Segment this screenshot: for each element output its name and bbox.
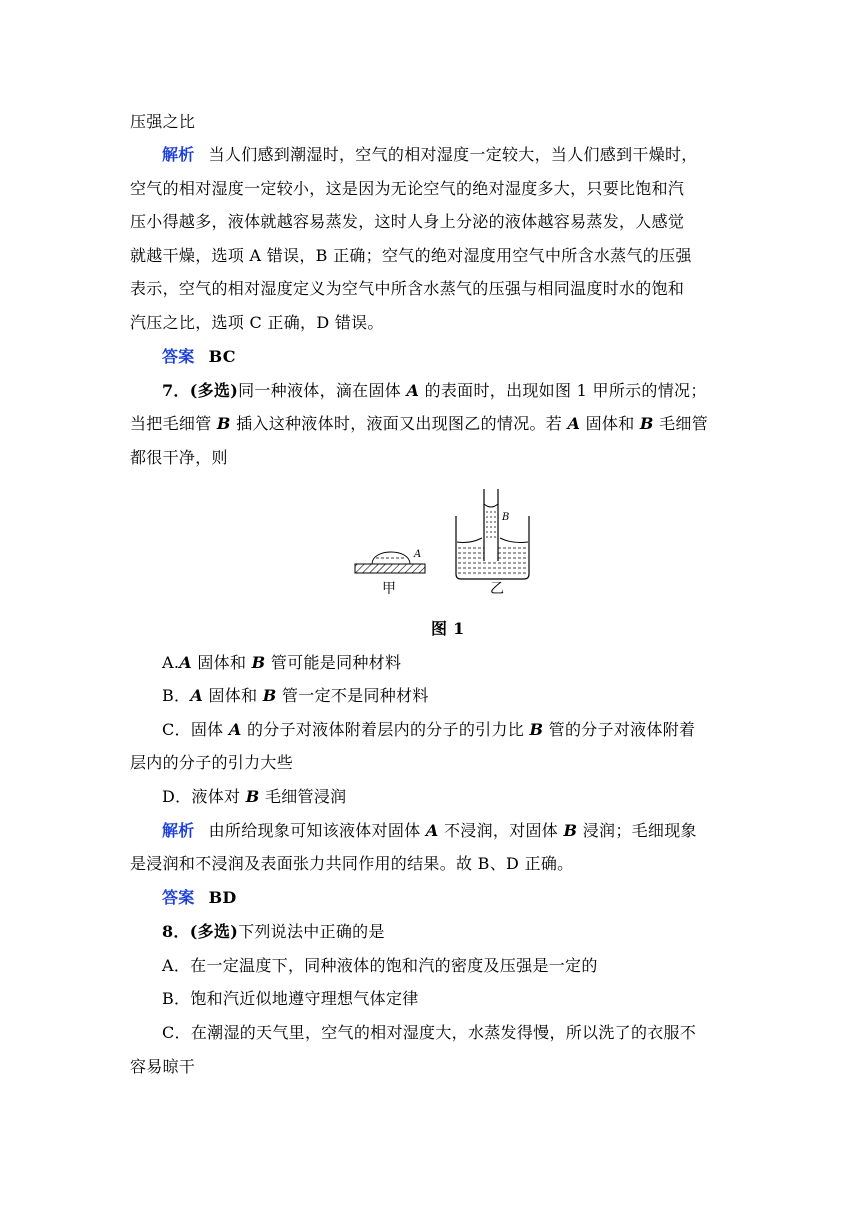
option-b: B．A 固体和 B 管一定不是同种材料	[162, 686, 429, 705]
analysis-line: 汽压之比，选项 C 正确，D 错误。	[130, 313, 384, 332]
answer-tag: 答案	[162, 888, 195, 907]
option-b: B．饱和汽近似地遵守理想气体定律	[162, 989, 419, 1008]
option-c: C．固体 A 的分子对液体附着层内的分子的引力比 B 管的分子对液体附着	[162, 720, 696, 739]
caption-jia: 甲	[382, 581, 396, 597]
analysis-line: 空气的相对湿度一定较小，这是因为无论空气的绝对湿度多大，只要比饱和汽	[130, 179, 685, 198]
figure-yi	[456, 489, 529, 579]
analysis-line: 表示，空气的相对湿度定义为空气中所含水蒸气的压强与相同温度时水的饱和	[130, 279, 685, 298]
figure-title: 图 1	[431, 619, 465, 638]
answer-tag: 答案	[162, 347, 195, 366]
analysis-line: 解析 当人们感到潮湿时，空气的相对湿度一定较大，当人们感到干燥时，	[162, 145, 698, 164]
caption-yi: 乙	[490, 581, 504, 597]
analysis-tag: 解析	[162, 145, 195, 164]
question-7-stem: 都很干净，则	[130, 448, 228, 467]
analysis-line: 解析 由所给现象可知该液体对固体 A 不浸润，对固体 B 浸润；毛细现象	[162, 821, 697, 840]
question-8-stem: 8．(多选)下列说法中正确的是	[162, 922, 385, 941]
analysis-line: 是浸润和不浸润及表面张力共同作用的结果。故 B、D 正确。	[130, 854, 574, 873]
analysis-line: 就越干燥，选项 A 错误，B 正确；空气的绝对湿度用空气中所含水蒸气的压强	[130, 246, 692, 265]
answer-value: BD	[208, 888, 237, 907]
option-a: A．在一定温度下，同种液体的饱和汽的密度及压强是一定的	[162, 956, 598, 975]
text-line: 压强之比	[130, 112, 196, 131]
figure-jia	[355, 549, 425, 573]
question-7-stem: 当把毛细管 B 插入这种液体时，液面又出现图乙的情况。若 A 固体和 B 毛细管	[130, 414, 709, 433]
question-7-stem: 7．(多选)同一种液体，滴在固体 A 的表面时，出现如图 1 甲所示的情况；	[162, 381, 707, 400]
analysis-line: 压小得越多，液体就越容易蒸发，这时人身上分泌的液体越容易蒸发，人感觉	[130, 212, 685, 231]
answer-line	[162, 887, 735, 909]
option-c-cont: 层内的分子的引力大些	[130, 753, 294, 772]
answer-value: BC	[208, 347, 236, 366]
analysis-tag: 解析	[162, 821, 195, 840]
option-a: A.A 固体和 B 管可能是同种材料	[162, 653, 402, 672]
answer-line	[162, 346, 735, 368]
label-a: A	[414, 549, 422, 560]
label-b: B	[502, 512, 510, 523]
option-c-cont: 容易晾干	[130, 1057, 196, 1076]
option-c: C．在潮湿的天气里，空气的相对湿度大，水蒸发得慢，所以洗了的衣服不	[162, 1023, 697, 1042]
option-d: D．液体对 B 毛细管浸润	[162, 787, 347, 806]
